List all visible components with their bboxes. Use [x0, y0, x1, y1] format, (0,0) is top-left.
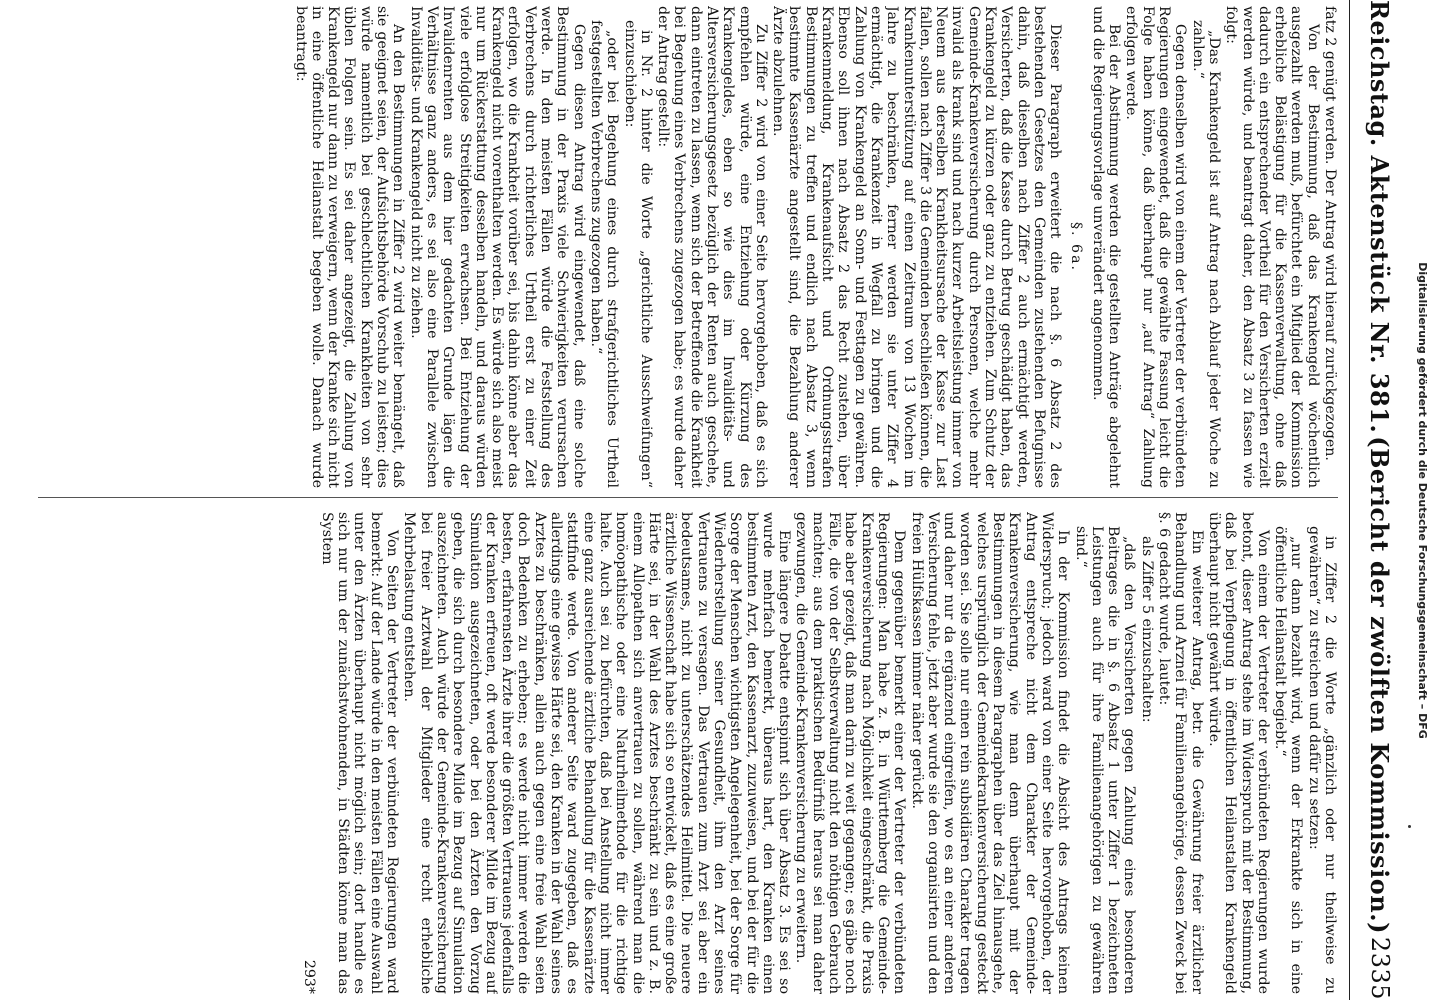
paragraph: Von einem der Vertreter der verbündeten Regierungen wurde betont, dieser Antrag stehe im Widerspruch mit der Bestimmung, daß bei Verpflegung in öffentlichen Heilanstalten Krankengeld überhaupt nicht gewährt würde.: [1205, 512, 1271, 994]
paragraph: Eine längere Debatte entspinnt sich über Absatz 3. Es sei so wurde mehrfach bemerkt, überaus hart, den Kranken einen bestimmten Arzt, den Kassenarzt, zuzuweisen, und bei der für die Sorge der Menschen wichtigsten Angelegenheit, bei der Sorge für Wiederherstellung seiner Gesundheit, ihm den Arzt seines Vertrauens zu versagen. Das Vertrauen zum Arzt sei aber ein bedeutsames, nicht zu unterschätzendes Heilmittel. Die neuere ärztliche Wissenschaft habe sich so entwickelt, daß es eine große Härte sei, in der Wahl des Arztes beschränkt zu sein und z. B. einem Allopathen sich anvertrauen zu sollen, während man die homöopathische oder eine Naturheilmethode für die richtige halte. Auch sei zu befürchten, daß bei Anstellung nicht immer eine ganz ausreichende ärztliche Behandlung für die Kassenärzte stattfinde werde. Von anderer Seite ward zugegeben, daß es allerdings eine gewisse Härte sei, den Kranken in der Wahl seines Arztes zu beschränken, allein auch gegen eine freie Wahl seien doch Bedenken zu erheben; es werde nicht immer werden die besten, erfahrensten Ärzte ihrer die größten Vertrauens jedenfalls der Kranken erfreuen, oft werde besonderer Milde im Bezug auf Simulation ausgezeichneten, oder bei den Ärzten den Vorzug geben, die sich durch besondere Milde im Bezug auf Simulation auszeichneten. Auch würde der Gemeinde-Krankenversicherung bei freier Arztwahl der Mitglieder eine recht erhebliche Mehrbelastung entstehen.: [401, 512, 793, 994]
quoted-paragraph: „Das Krankengeld ist auf Antrag nach Ablauf jeder Woche zu zahlen.“: [1189, 20, 1222, 488]
quoted-paragraph: als Ziffer 5 einzuschalten:: [1138, 536, 1155, 723]
rotated-document-sheet: [16, 0, 1416, 1000]
digitization-note-text: Digitalisierung gefördert durch die Deutsche Forschungsgemeinschaft – DFG: [1415, 261, 1429, 739]
paragraph: Gegen diesen Antrag wird eingewendet, daß eine solche Bestimmung in der Praxis viele Schwierigkeiten verursachen werde. In den meisten Fällen würde die Feststellung des Verbrechens durch richterliches Urtheil erst zu einer Zeit erfolgen, wo die Krankheit vorüber sei, bis dahin könne aber das Krankengeld nicht vorenthalten werden. Es würde sich also meist nur um Rückerstattung desselben handeln, und daraus würden viele erfolglose Streitigkeiten erwachsen. Bei Entziehung der Invalidenrenten aus dem hier gedachten Grunde lägen die Verhältnisse ganz anders, es sei also eine Parallele zwischen Invaliditäts- und Krankengeld nicht zu ziehen.: [407, 6, 587, 488]
paragraph: Gegen denselben wird von einem der Vertreter der verbündeten Regierungen eingewendet, daß die gewählte Fassung leicht die Folge haben könne, daß überhaupt nur „auf Antrag“ Zahlung erfolgen werde.: [1123, 6, 1189, 488]
running-header: [1349, 0, 1410, 1000]
header-center: (Bericht der zwölften Kommission.): [1365, 436, 1395, 934]
quoted-paragraph: „daß den Versicherten gegen Zahlung eines besonderen Beitrages die in §. 6 Absatz 1 unter Ziffer 1 bezeichneten Leistungen auch für ihre Familienangehörigen zu gewähren sind.“: [1072, 526, 1138, 994]
column-divider: [38, 497, 1338, 498]
right-column: [38, 512, 1338, 994]
text-columns: [28, 0, 1338, 1000]
section-heading: §. 6a.: [1067, 221, 1084, 273]
quoted-paragraph: in Ziffer 2 die Worte „gänzlich oder nur theilweise zu gewähren“ zu streichen und dafür zu setzen:: [1305, 526, 1338, 994]
paragraph: Bei der Abstimmung werden die gestellten Anträge abgelehnt und die Regierungsvorlage unverändert angenommen.: [1089, 6, 1123, 488]
quoted-paragraph: „nur dann bezahlt wird, wenn der Erkrankte sich in eine öffentliche Heilanstalt begiebt.“: [1272, 526, 1305, 994]
page-number: 2335: [1366, 936, 1394, 1000]
header-left: Reichstag. Aktenstück Nr. 381.: [1365, 0, 1395, 434]
paragraph: Von Seiten der Vertreter der verbündeten Regierungen ward bemerkt: Auf der Lande würde in den meisten Fällen eine Auswahl unter den Ärzten überhaupt nicht möglich sein; dort handle es sich nur um der zunächstwohnenden, in Städten könne man das System: [318, 512, 401, 994]
paragraph: In der Kommission findet die Absicht des Antrags keinen Widerspruch; jedoch ward von einer Seite hervorgehoben, der Antrag entspreche nicht dem Charakter der Gemeinde-Krankenversicherung, wie man denn überhaupt mit der Bestimmungen in diesem Paragraphen über das Ziel hinausgehe, welches ursprünglich der Gemeindekrankenversicherung gesteckt worden sei. Sie solle nur einen rein subsidiären Charakter tragen und daher nur da ergänzend eingreifen, wo es an einer anderen Versicherung fehle, jetzt aber wurde sie den organisirten und den freien Hülfskassen immer näher gerückt.: [908, 512, 1072, 994]
paragraph: Von der Bestimmung, daß das Krankengeld wöchentlich ausgezahlt werden muß, befürchtet ein Mitglied der Kommission erhebliche Belästigung für die Kassenverwaltung, ohne daß dadurch ein entsprechender Vortheil für den Versicherten erzielt werden würde, und beantragt daher, den Absatz 3 zu fassen wie folgt:: [1223, 6, 1321, 488]
digitization-note: [1412, 0, 1432, 1000]
paragraph: Dem gegenüber bemerkt einer der Vertreter der verbündeten Regierungen: Man habe z. B. in Württemberg die Gemeinde-Krankenversicherung nach Möglichkeit eingeschränkt, die Praxis habe aber gezeigt, daß man darin zu weit gegangen; es gäbe noch Fälle, die von der Selbstverwaltung nicht den nöthigen Gebrauch machten; aus dem praktischen Bedürfniß heraus sei man daher gezwungen, die Gemeinde-Krankenversicherung zu erweitern.: [793, 512, 908, 994]
left-column: [38, 6, 1338, 488]
paragraph: Dieser Paragraph erweitert die nach §. 6 Absatz 2 des bestehenden Gesetzes den Gemeinden zustehenden Befugnisse dahin, daß dieselben nach Ziffer 2 auch ermächtigt werden, Versicherten, daß die Kasse durch Betrug geschädigt haben, das Krankengeld zu kürzen oder ganz zu entziehen. Zum Schutz der Gemeinde-Krankenversicherung durch Personen, welche mehr invalid als krank sind und nach kurzer Arbeitsleistung immer von Neuem aus derselben Krankheitsursache der Kasse zur Last fallen, sollen nach Ziffer 3 die Gemeinden beschließen können, die Krankenunterstützung auf einen Zeitraum von 13 Wochen im Jahre zu beschränken, ferner werden sie unter Ziffer 4 ermächtigt, die Krankenzeit in Wegfall zu bringen und die Zahlung von Krankengeld an Sonn- und Festtagen zu gewähren. Ebenso soll ihnen nach Absatz 2 das Recht zustehen, über Krankenmeldung, Krankenaufsicht und Ordnungsstrafen Bestimmungen zu treffen und endlich nach Absatz 3, wenn bestimmte Kassenärzte angestellt sind, die Bezahlung anderer Ärzte abzulehnen.: [770, 6, 1064, 488]
quoted-paragraph: „oder bei Begehung eines durch strafgerichtliches Urtheil festgestellten Verbrechens zugezogen haben.“: [587, 20, 621, 488]
paragraph: fatz 2 genügt werden. Der Antrag wird hierauf zurückgezogen.: [1322, 6, 1338, 461]
scan-speck: [1408, 825, 1411, 828]
quoted-paragraph: in Nr. 2 hinter die Worte „gerichtliche Ausschweifungen“ einzuschieben:: [621, 20, 654, 488]
paragraph: An den Bestimmungen in Ziffer 2 wird weiter bemängelt, daß sie geeignet seien, der Aufsichtsbehörde Vorschub zu leisten; dies würde namentlich bei geschlechtlichen Krankheiten von sehr üblen Folgen sein. Es sei daher angezeigt, die Zahlung von Krankengeld nur dann zu verweigern, wenn der Kranke sich nicht in eine öffentliche Heilanstalt begeben wolle. Danach wurde beantragt:: [292, 6, 407, 488]
paragraph: Zu Ziffer 2 wird von einer Seite hervorgehoben, daß es sich empfehlen würde, eine Entziehung oder Kürzung des Krankengeldes, eben so wie dies im Invaliditäts- und Altersversicherungsgesetz bezüglich der Renten auch geschehe, dann eintreten zu lassen, wenn sich der Betreffende die Krankheit bei Begehung eines Verbrechens zugezogen habe; es wurde daher der Antrag gestellt:: [655, 6, 769, 488]
paragraph: Ein weiterer Antrag, betr. die Gewährung freier ärztlicher Behandlung und Arznei für Familienangehörige, dessen Zweck bei §. 6 gedacht wurde, lautet:: [1156, 512, 1205, 994]
signature-mark: 293*: [300, 959, 317, 994]
